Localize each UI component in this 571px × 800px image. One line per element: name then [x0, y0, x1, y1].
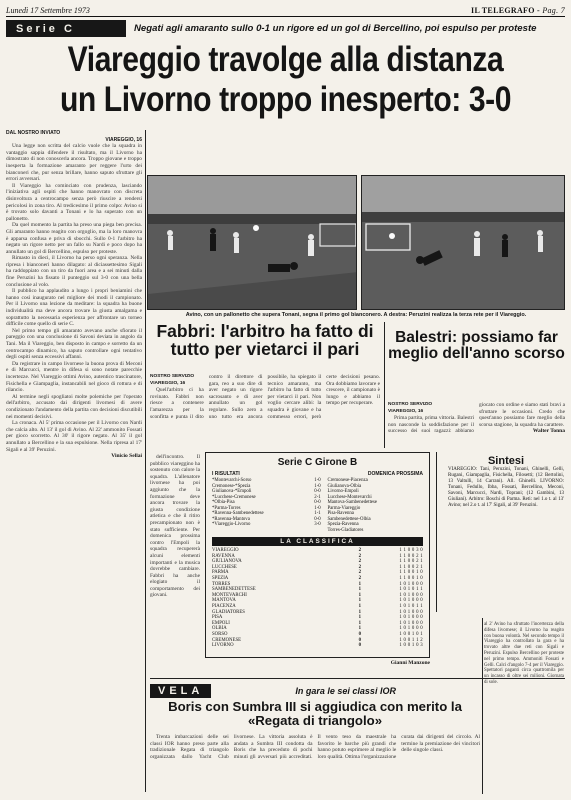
- next-round-header: DOMENICA PROSSIMA: [367, 471, 423, 477]
- standings-signature: Gianni Manzone: [390, 660, 430, 666]
- next-round-match: Spezia-Ravenna: [327, 522, 359, 527]
- next-round-match: Parma-Viareggio: [327, 505, 361, 511]
- result-score: 1-0: [314, 478, 321, 483]
- fabbri-dateline: NOSTRO SERVIZIO: [150, 374, 195, 379]
- standings-team: SAMBENEDETTESE: [212, 587, 256, 593]
- main-headline: [6, 40, 565, 120]
- next-round-match: Pisa-Ravenna: [327, 511, 354, 516]
- standings-team: CREMONESE: [212, 637, 242, 643]
- standings-team: LIVORNO: [212, 643, 234, 649]
- standings-points: 2: [358, 553, 361, 559]
- fabbri-place: VIAREGGIO, 16: [150, 380, 186, 386]
- standings-team: VIAREGGIO: [212, 548, 239, 553]
- standings-team: SORSO: [212, 631, 228, 637]
- balestri-dateline: NOSTRO SERVIZIO: [388, 402, 433, 407]
- standings-detail: 1 1 0 0 1 0: [399, 575, 423, 581]
- column-rule: [384, 322, 385, 448]
- standings-detail: 1 0 1 0 0 0: [399, 592, 423, 598]
- result-match: *Ravenna-Mantova: [212, 516, 250, 522]
- result-match: *Montevarchi-Sorso: [212, 478, 252, 483]
- standings-footer: [205, 660, 430, 668]
- standings-team: LUCCHESE: [212, 564, 237, 570]
- next-round-match: Sambenedettese-Olbia: [327, 516, 371, 522]
- standings-team: GIULIANOVA: [212, 559, 242, 565]
- section-kicker: Negati agli amaranto sullo 0-1 un rigore ed un gol di Bercellino, poi espulso per proteste: [134, 23, 537, 34]
- result-score: [308, 528, 328, 534]
- newspaper-name: IL TELEGRAFO - Pag. 7: [471, 5, 565, 15]
- standings-detail: 1 1 0 0 2 1: [399, 564, 423, 570]
- standings-table: [206, 548, 429, 649]
- fabbri-headline: Fabbri: l'arbitro ha fatto di tutto per vietarci il pari: [156, 321, 374, 360]
- match-photo-right: [361, 175, 565, 310]
- standings-detail: 1 0 0 1 0 1: [399, 631, 423, 637]
- result-score: 0-0: [314, 489, 321, 494]
- standings-detail: 1 1 0 0 2 1: [399, 559, 423, 565]
- vela-band: [150, 684, 480, 698]
- section-label: Serie C: [6, 20, 126, 37]
- next-round-match: Cremonese-Piacenza: [327, 478, 368, 483]
- standings-detail: 1 0 1 0 0 0: [399, 598, 423, 604]
- standings-team: MANTOVA: [212, 598, 236, 604]
- fabbri-continued: dell'incontro. Il pubblico viareggino ha sostenuto con calore la squadra. L'allenatore livornese ha poi aggiunto che la formazione deve ancora trovare la giusta condizione atletica e che il ritiro precampionato non è stato sufficiente. Per domenica prossima contro l'Empoli la squadra recupererà alcuni elementi importanti e la musica dovrebbe cambiare. Fabbri ha anche elogiato il comportamento dei giovani.: [150, 454, 200, 599]
- standings-detail: 1 1 0 0 3 0: [399, 548, 423, 553]
- result-match: Giulianova-*Empoli: [212, 489, 252, 494]
- column-rule: [482, 618, 483, 794]
- standings-team: PISA: [212, 615, 223, 621]
- result-match: *Parma-Torres: [212, 505, 241, 511]
- result-match: *Ravenna-Sambenedettese: [212, 511, 264, 516]
- right-column-text: al 2' Avino ha sfruttato l'incertezza della difesa livornese; il Livorno ha reagito con buona volontà. Nel secondo tempo il Viareggio ha controllato la gara e ha trovato altre due reti con Sigali e Peruzini. Espulso Bercellino per proteste nel primo tempo. Ammoniti Fossati e Gelli. Calci d'angolo 7-4 per il Viareggio. Spettatori paganti circa quattromila per un incasso di oltre sei milioni. Giornata di sole.: [484, 622, 564, 685]
- standings-team: EMPOLI: [212, 620, 230, 626]
- vela-kicker: In gara le sei classi IOR: [295, 686, 396, 696]
- standings-team: OLBIA: [212, 626, 227, 632]
- standings-detail: 1 0 0 1 0 3: [399, 643, 423, 649]
- standings-detail: 1 0 1 0 1 1: [399, 603, 423, 609]
- result-score: 3-0: [314, 522, 321, 527]
- article-signature: Vinicio Sellai: [111, 453, 142, 460]
- standings-row: [212, 643, 423, 649]
- standings-points: 1: [358, 609, 361, 615]
- standings-box-title: Serie C Girone B: [277, 457, 358, 468]
- balestri-signature: Walter Tonna: [532, 428, 565, 435]
- header-date: Lunedì 17 Settembre 1973: [6, 5, 90, 15]
- article-body-text: Una legge non scritta del calcio vuole che la squadra in vantaggio sappia difendere il risultato, ma il Livorno ha dimostrato di non conoscerla ancora. Troppo giovane e troppo inesperta la formazione amaranto per reggere l'urto dei bianconeri che, pur senza brillare, hanno saputo sfruttare gli errori avversari. Il Viareggio ha cominciato con prudenza, lasciando l'iniziativa agli ospiti che hanno manovrato con discreta disinvoltura a centrocampo senza però riuscire a rendersi pericolosi in zona tiro. Al tredicesimo il primo colpo: Avino si è trovato solo davanti a Tonani e lo ha superato con un pallonetto. Da quel momento la partita ha preso una piega ben precisa. Gli amaranto hanno reagito con orgoglio, ma la loro manovra è apparsa confusa e priva di sbocchi. Sullo 0-1 l'arbitro ha negato un rigore netto per un fallo su Nardi e poco dopo ha annullato un gol di Bercellino, espulso per proteste. Rimasto in dieci, il Livorno ha perso ogni speranza. Nella ripresa i bianconeri hanno dilagato: al diciassettesimo Sigali ha raddoppiato con un tiro da fuori area e a sei minuti dalla fine Peruzini ha fissato il punteggio sul 3-0 con una bella conclusione al volo. Il pubblico ha applaudito a lungo i propri beniamini che hanno così inaugurato nel migliore dei modi il campionato. Per il Livorno una lezione da meditare: la squadra ha buone individualità ma deve ancora trovare la giusta amalgama e soprattutto la necessaria esperienza per affrontare un torneo difficile come quello di serie C. Nel primo tempo gli amaranto avevano anche sfiorato il pareggio con una conclusione di Savoni deviata in angolo da Tani. Ma il Viareggio, ben disposto in campo e sorretto da un centrocampo dinamico, ha saputo controllare ogni tentativo degli ospiti senza eccessivi affanni. Da registrare in campo livornese la buona prova di Meconi e di Marcucci, mentre in difesa si sono notate parecchie incertezze. Nel Viareggio ottimi Avino, autentico trascinatore, Fisichella e Giampaglia, instancabili nel gioco di rottura e di rilancio. Al termine negli spogliatoi molte polemiche per l'operato dell'arbitro, accusato dai dirigenti livornesi di avere condizionato l'andamento della partita con decisioni discutibili nei momenti decisivi. La cronaca. Al 5' prima occasione per il Livorno con Nardi che calcia alto. Al 13' il gol di Avino. Al 22' ammonito Fossati per gioco scorretto. Al 30' il rigore negato. Al 35' il gol annullato a Bercellino e la sua espulsione. Nella ripresa al 17' Sigali e al 39' Peruzini.: [6, 143, 142, 453]
- standings-points: 2: [358, 570, 361, 576]
- results-header: I RISULTATI: [212, 471, 240, 477]
- next-round-match: Torres-Gladiatores: [327, 527, 364, 533]
- standings-points: 1: [358, 598, 361, 604]
- standings-points: 1: [358, 626, 361, 632]
- standings-team: PIACENZA: [212, 603, 236, 609]
- standings-points: 0: [358, 631, 361, 637]
- result-match: *Olbia-Pisa: [212, 500, 235, 505]
- next-round-match: Giulianova-Olbia: [327, 483, 362, 489]
- standings-team: PARMA: [212, 570, 229, 576]
- result-match: *Lucchese-Cremonese: [212, 494, 256, 500]
- standings-points: 1: [358, 620, 361, 626]
- column-rule: [145, 130, 146, 792]
- standings-points: 2: [358, 564, 361, 570]
- next-round-match: Livorno-Empoli: [327, 489, 359, 494]
- next-round-match: Lucchese-Montevarchi: [327, 494, 372, 500]
- standings-points: 2: [358, 548, 361, 553]
- standings-detail: 1 0 1 0 1 1: [399, 587, 423, 593]
- result-score: 2-1: [314, 494, 321, 500]
- result-score: 0-0: [314, 500, 321, 505]
- results-table: [206, 477, 429, 533]
- match-photo-left: [147, 175, 357, 310]
- article-place: VIAREGGIO, 16: [105, 136, 142, 143]
- balestri-article: [388, 402, 565, 452]
- result-score: 1-0: [314, 483, 321, 489]
- balestri-body-text: Prima partita, prima vittoria. Balestri non nasconde la soddisfazione per il successo dei suoi ragazzi: abbiamo giocato con ordine e siamo stati bravi a sfruttare le occasioni. Credo che quest'anno possiamo fare meglio della scorsa stagione, la squadra ha carattere.: [388, 402, 565, 435]
- standings-team: GLADIATORES: [212, 609, 245, 615]
- match-photo-right-image: [362, 176, 565, 310]
- result-score: 1-1: [314, 511, 321, 516]
- standings-team: RAVENNA: [212, 553, 235, 559]
- standings-detail: 1 0 1 0 0 0: [399, 615, 423, 621]
- standings-team: SPEZIA: [212, 575, 229, 581]
- result-match: *Viareggio-Livorno: [212, 522, 251, 527]
- next-round-match: Mantova-Sambenedettese: [327, 500, 378, 505]
- standings-points: 1: [358, 603, 361, 609]
- sintesi-title: Sintesi: [487, 455, 525, 467]
- standings-team: MONTEVARCHI: [212, 592, 247, 598]
- headline-line-1: Viareggio travolge alla distanza: [67, 40, 504, 79]
- standings-detail: 1 0 1 0 0 0: [399, 620, 423, 626]
- result-score: 1-0: [314, 505, 321, 511]
- headline-line-2: un Livorno troppo inesperto: 3-0: [59, 80, 512, 119]
- fabbri-body-text: Quell'arbitro ci ha rovinato. Fabbri non riesce a contenere l'amarezza per la sconfitta e punta il dito contro il direttore di gara, reo a suo dire di aver negato un rigore sacrosanto e di aver annullato un gol regolare. Sullo zero a uno tutto era ancora possibile, ha spiegato il tecnico amaranto, ma l'arbitro ha fatto di tutto per vietarci il pari. Non voglio cercare alibi: la squadra è giovane e ha commesso errori, però certe decisioni pesano. Ora dobbiamo lavorare e crescere, il campionato è lungo e abbiamo il tempo per recuperare.: [150, 374, 380, 420]
- standings-detail: 1 0 1 0 0 0: [399, 581, 423, 587]
- result-score: 0-0: [314, 516, 321, 522]
- standings-detail: 1 1 0 0 1 0: [399, 570, 423, 576]
- vela-article: Trenta imbarcazioni delle sei classi IOR hanno preso parte alla tradizionale Regata di triangolo organizzata dallo Yacht Club livornese. La vittoria assoluta è andata a Sumbra III condotta da Boris che ha preceduto di pochi minuti gli avversari più accreditati. Il vento teso da maestrale ha favorito le barche più grandi che hanno potuto esprimere al meglio le loro qualità. Ottima l'organizzazione curata dai dirigenti del circolo. Al termine la premiazione dei vincitori delle singole classi.: [150, 734, 480, 760]
- balestri-place: VIAREGGIO, 16: [388, 408, 424, 414]
- standings-points: 0: [358, 637, 361, 643]
- standings-team: TORRES: [212, 581, 231, 587]
- section-band: [6, 20, 565, 37]
- standings-points: 2: [358, 559, 361, 565]
- vela-tag: VELA: [150, 684, 211, 698]
- sintesi-box: [448, 455, 564, 509]
- standings-detail: 1 0 1 0 0 0: [399, 609, 423, 615]
- standings-header: LA CLASSIFICA: [212, 537, 423, 546]
- result-match: Cremonese-*Spezia: [212, 483, 251, 489]
- page-header: [6, 4, 565, 17]
- standings-detail: 1 0 1 0 0 0: [399, 626, 423, 632]
- standings-points: 1: [358, 615, 361, 621]
- sintesi-body: VIAREGGIO: Tani, Peruzini, Tonani, Ghinelli, Gelli, Rugani, Giampaglia, Fisichella, Filosetti; (12 Bertolini, 13 Valtulli, 14 Carrani). All. Ghinelli. LIVORNO: Tonani, Fedullo, Ibba, Fossati, Bercellino, Meconi, Savoni, Marcucci, Nardi, Toprani; (12 Gambini, 13 Giuliani). Arbitro: Boschi di Parma. Reti: nel 1.o t. al 13' Avino; nel 2.o t. al 17' Sigali, al 39' Peruzini.: [448, 467, 564, 508]
- match-photo-left-image: [148, 176, 357, 310]
- standings-box: [205, 452, 430, 658]
- fabbri-article: [150, 374, 380, 450]
- standings-points: 2: [358, 575, 361, 581]
- main-article: [6, 130, 142, 792]
- photo-caption: Avino, con un pallonetto che supera Tonani, segna il primo gol bianconero. A destra: Peruzini realizza la terza rete per il Viareggio.: [185, 312, 527, 318]
- results-headers: [206, 468, 429, 477]
- article-dateline: DAL NOSTRO INVIATO: [6, 130, 61, 136]
- standings-detail: 1 0 0 1 1 2: [399, 637, 423, 643]
- standings-points: 0: [358, 643, 361, 649]
- vela-headline: Boris con Sumbra III si aggiudica con merito la «Regata di triangolo»: [168, 699, 462, 728]
- standings-points: 1: [358, 587, 361, 593]
- column-rule: [436, 452, 437, 612]
- standings-detail: 1 1 0 0 2 1: [399, 553, 423, 559]
- standings-points: 1: [358, 581, 361, 587]
- balestri-headline: Balestri: possiamo far meglio dell'anno scorso: [388, 329, 565, 363]
- standings-points: 1: [358, 592, 361, 598]
